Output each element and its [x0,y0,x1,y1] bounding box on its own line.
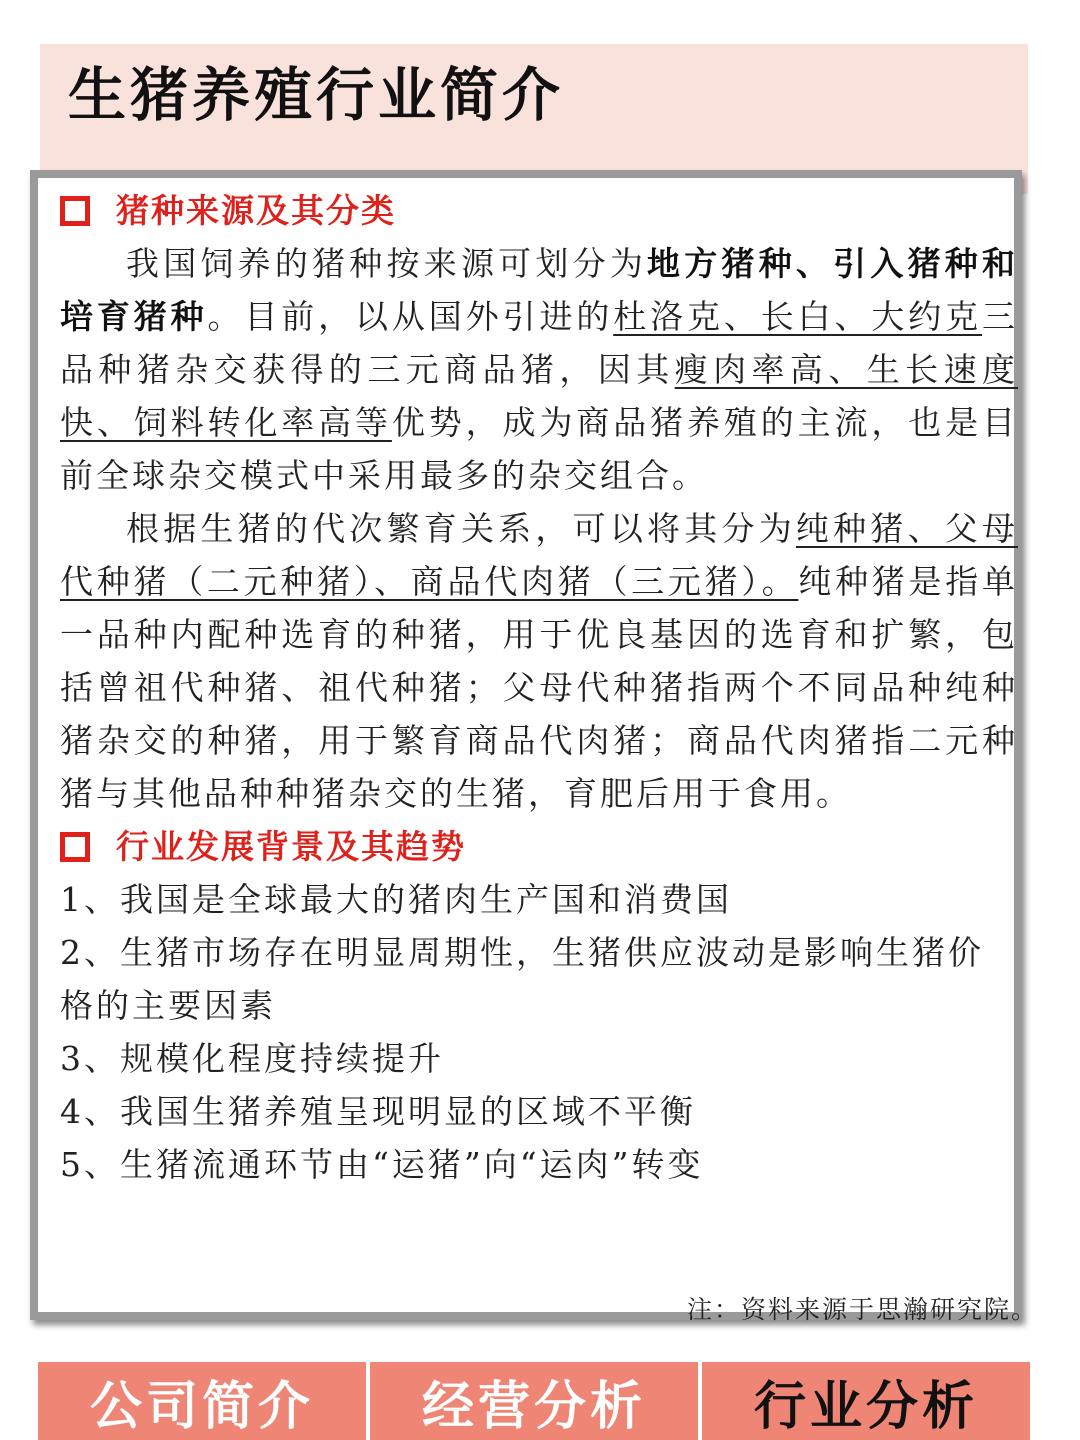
text-span: 三品种猪杂交获得的三元商品猪，因其 [60,297,1019,389]
square-bullet-icon [60,832,90,862]
list-item: 1、我国是全球最大的猪肉生产国和消费国 [60,880,732,919]
tab-business-analysis[interactable]: 经营分析 [370,1362,698,1440]
trend-list [60,873,1018,1191]
section-heading-trends [60,820,1018,873]
underlined-text: 瘦肉率高、生长速度快、饲料转化率高等 [60,350,1019,442]
underlined-text: 纯种猪、父母代种猪（二元种猪）、商品代肉猪（三元猪）。 [60,509,1019,601]
paragraph-breed-sources [60,237,1018,502]
list-item: 5、生猪流通环节由“运猪”向“运肉”转变 [60,1145,704,1184]
source-note: 注：资料来源于思瀚研究院。 [686,1295,1038,1324]
section-heading-text: 行业发展背景及其趋势 [116,827,466,866]
section-heading-text: 猪种来源及其分类 [116,191,396,230]
text-span: 我国饲养的猪种按来源可划分为 [126,244,648,283]
list-item: 3、规模化程度持续提升 [60,1039,444,1078]
bottom-nav [38,1362,1030,1440]
square-bullet-icon [60,196,90,226]
page-title: 生猪养殖行业简介 [68,61,565,129]
list-item: 4、我国生猪养殖呈现明显的区域不平衡 [60,1092,696,1131]
bold-text: 地方猪种、引入猪种和培育猪种 [60,244,1019,336]
section-heading-breeds [60,184,1018,237]
paragraph-breed-classification [60,502,1018,820]
text-span: 。目前，以从国外引进的 [207,297,614,336]
text-span: 根据生猪的代次繁育关系，可以将其分为 [126,509,796,548]
content-body [60,184,1018,1191]
underlined-text: 杜洛克、长白、大约克 [613,297,983,336]
text-span: 优势，成为商品猪养殖的主流，也是目前全球杂交模式中采用最多的杂交组合。 [60,403,1019,495]
tab-industry-analysis[interactable]: 行业分析 [702,1362,1030,1440]
tab-company-intro[interactable]: 公司简介 [38,1362,366,1440]
text-span: 纯种猪是指单一品种内配种选育的种猪，用于优良基因的选育和扩繁，包括曾祖代种猪、祖代种猪；父母代种猪指两个不同品种纯种猪杂交的种猪，用于繁育商品代肉猪；商品代肉猪指二元种猪与其他品种种猪杂交的生猪，育肥后用于食用。 [60,562,1019,813]
list-item: 2、生猪市场存在明显周期性，生猪供应波动是影响生猪价格的主要因素 [60,933,984,1025]
